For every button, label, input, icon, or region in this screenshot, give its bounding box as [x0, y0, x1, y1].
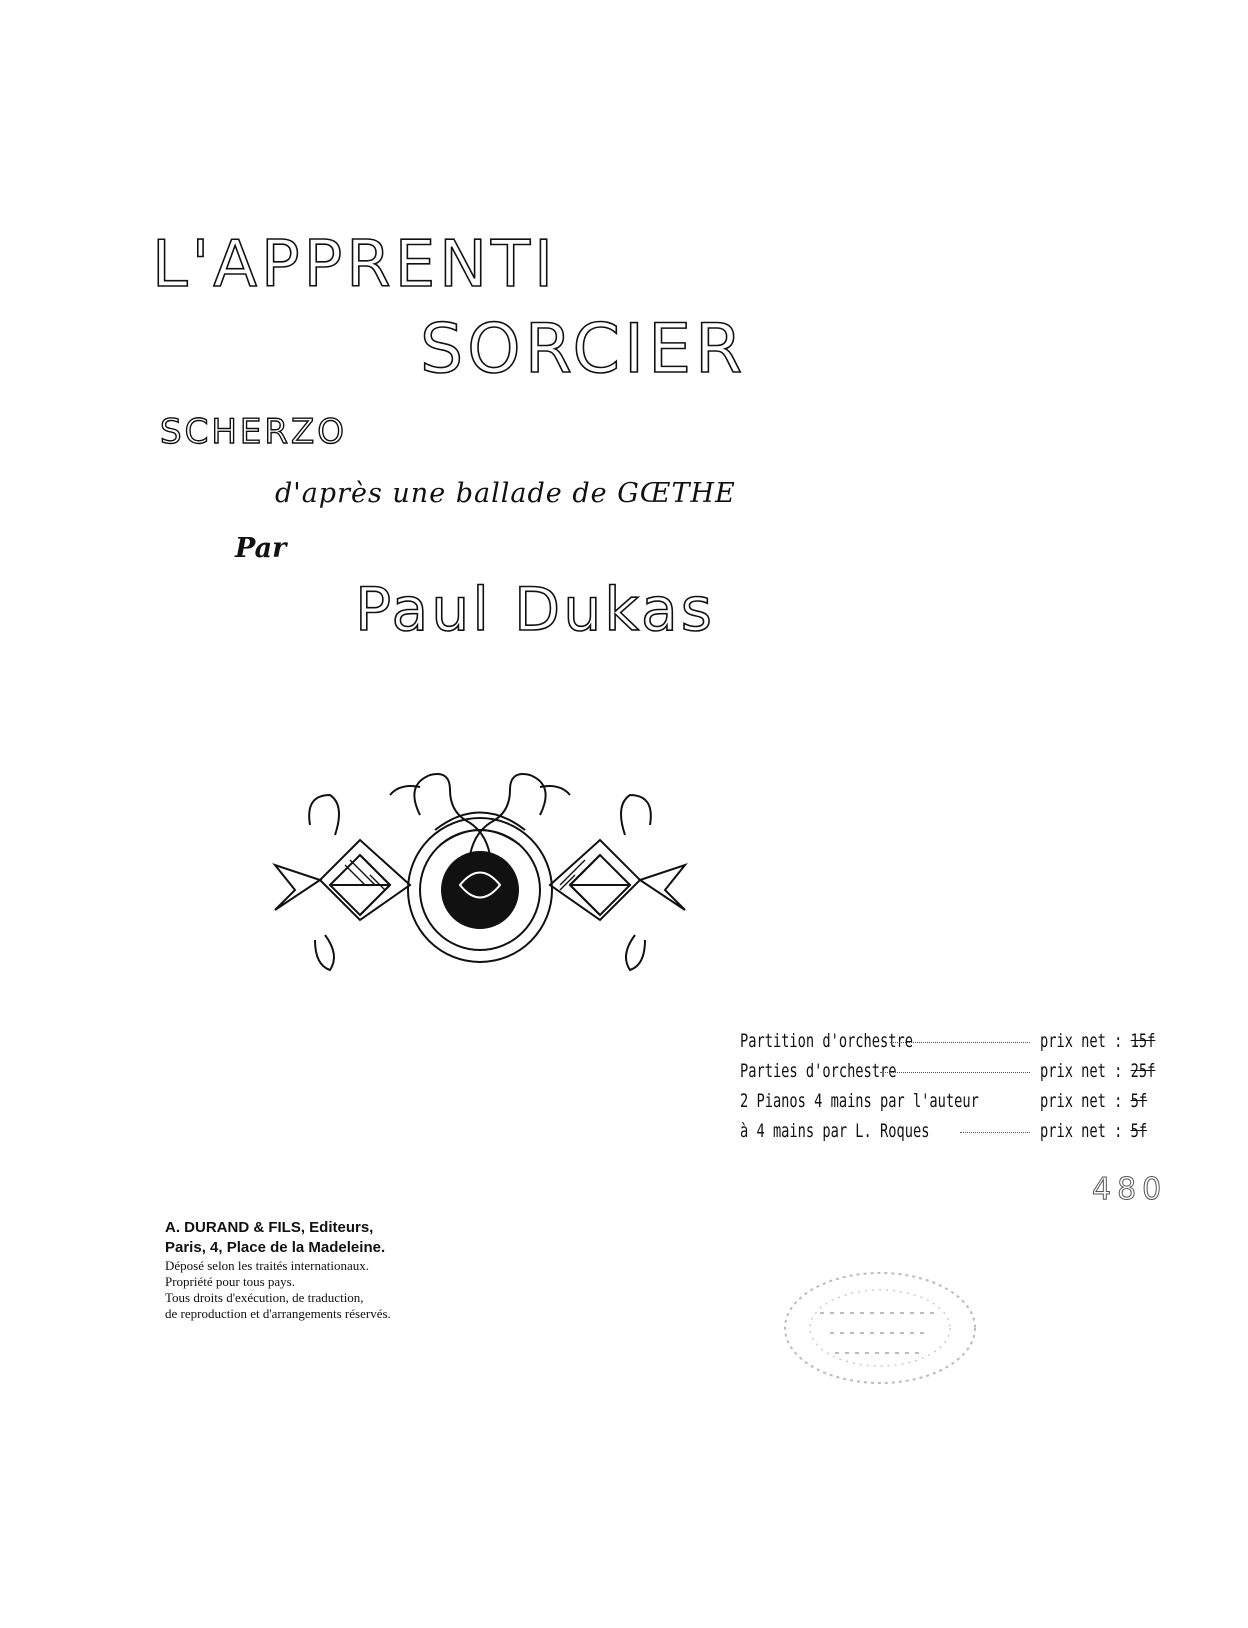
price-net: prix net : 25f	[1040, 1060, 1156, 1082]
price-row-two-pianos	[740, 1090, 1160, 1120]
publisher-address: Paris, 4, Place de la Madeleine.	[165, 1239, 386, 1256]
composer-name: Paul Dukas	[355, 575, 715, 645]
rights-line: Propriété pour tous pays.	[165, 1274, 295, 1289]
price-label: 2 Pianos 4 mains par l'auteur	[740, 1090, 979, 1112]
dotted-leader	[890, 1042, 1030, 1043]
title-line-1: L'APPRENTI	[152, 228, 557, 302]
rights-line: Déposé selon les traités internationaux.	[165, 1258, 369, 1273]
publisher-name: A. DURAND & FILS, Editeurs,	[165, 1219, 374, 1236]
price-net: prix net : 5f	[1040, 1090, 1148, 1112]
price-label: Partition d'orchestre	[740, 1030, 913, 1052]
publisher-block	[165, 1218, 465, 1322]
shelfmark-number: 480	[1092, 1172, 1168, 1207]
title-line-2: SORCIER	[420, 310, 747, 389]
celtic-knot-dragon-ornament-icon	[270, 765, 690, 975]
price-label: à 4 mains par L. Roques	[740, 1120, 930, 1142]
price-row-orchestral-parts	[740, 1060, 1160, 1090]
subtitle: d'après une ballade de GŒTHE	[275, 478, 736, 509]
price-net: prix net : 5f	[1040, 1120, 1148, 1142]
price-row-orchestral-score	[740, 1030, 1160, 1060]
genre-label: SCHERZO	[160, 412, 348, 452]
price-list	[740, 1030, 1160, 1150]
dotted-leader	[880, 1072, 1030, 1073]
price-label: Parties d'orchestre	[740, 1060, 897, 1082]
dotted-leader	[960, 1132, 1030, 1133]
rights-line: de reproduction et d'arrangements réservés.	[165, 1306, 391, 1321]
price-row-four-hands	[740, 1120, 1160, 1150]
library-stamp-icon	[780, 1268, 980, 1388]
by-label: Par	[235, 533, 287, 564]
rights-line: Tous droits d'exécution, de traduction,	[165, 1290, 364, 1305]
price-net: prix net : 15f	[1040, 1030, 1156, 1052]
